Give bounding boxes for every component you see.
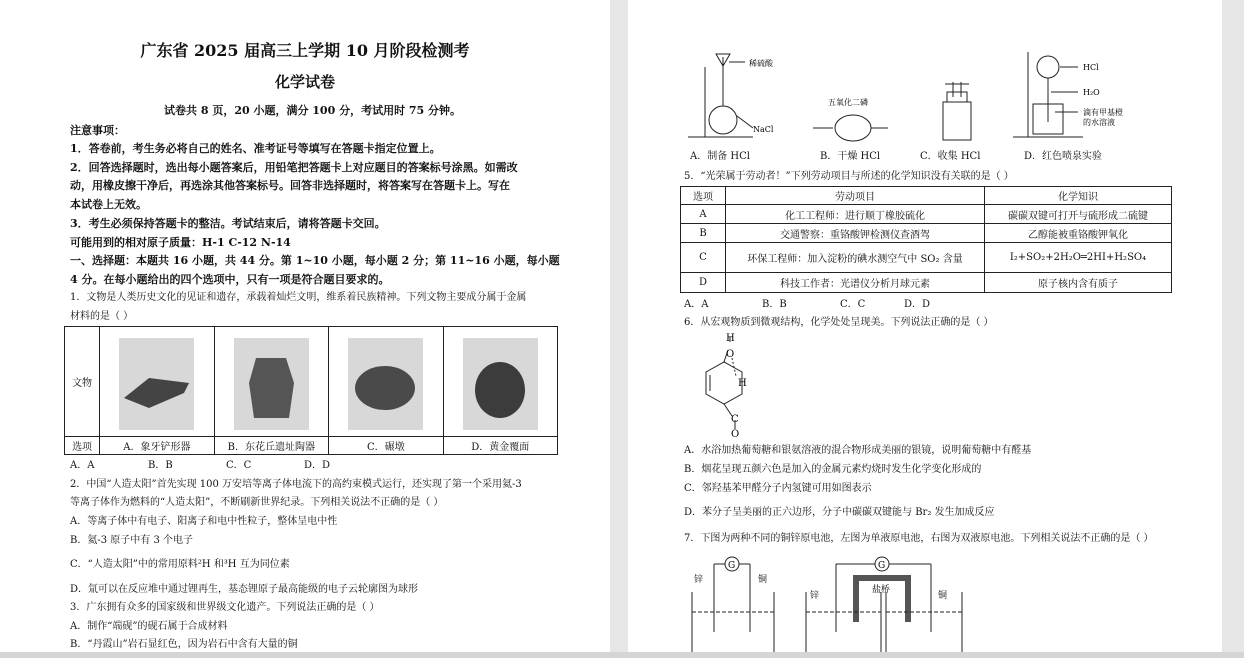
q1-option-d: D．黄金覆面 (443, 437, 558, 455)
q2-stem-b: 等离子体作为燃料的“人造太阳”，不断刷新世界纪录。下列相关说法不正确的是（ ） (70, 497, 444, 508)
exam-page-left (0, 0, 610, 652)
q1-answer-c: C．C (226, 460, 252, 471)
cell1-galvanometer: G (728, 561, 736, 571)
q4-option-d: D．红色喷泉实验 (1024, 151, 1103, 162)
q1-row-label-option: 选项 (65, 437, 100, 455)
q2-stem-a: 2．中国“人造太阳”首先实现 100 万安培等离子体电流下的高约束模式运行，还实现了第一个采用氦-3 (70, 479, 522, 490)
q5-answer-c: C．C (840, 299, 866, 310)
gold-mask-image (463, 338, 538, 430)
q5-answer-b: B．B (762, 299, 787, 310)
q2-option-d: D．氚可以在反应堆中通过锂再生，基态锂原子最高能级的电子云轮廓图为球形 (70, 584, 419, 595)
q6-option-d: D．苯分子呈美丽的正六边形，分子中碳碳双键能与 Br₂ 发生加成反应 (684, 507, 995, 518)
apparatus-label-sulfuric-acid: 稀硫酸 (749, 59, 773, 68)
struct-label-o2: O (731, 429, 740, 440)
q4-option-b: B．干燥 HCl (820, 151, 881, 162)
q5-header-knowledge: 化学知识 (985, 187, 1172, 205)
note-2a: 2．回答选择题时，选出每小题答案后，用铅笔把答题卡上对应题目的答案标号涂黑。如需改 (70, 161, 518, 174)
q5-row-b-knowledge: 乙醇能被重铬酸钾氧化 (985, 224, 1172, 243)
q6-option-c: C．邻羟基苯甲醛分子内氢键可用如图表示 (684, 483, 872, 494)
q5-row-a-labor: 化工工程师：进行顺丁橡胶硫化 (726, 205, 985, 224)
q5-stem: 5．“光荣属于劳动者！”下列劳动项目与所述的化学知识没有关联的是（ ） (684, 171, 1014, 182)
q4-option-c: C．收集 HCl (920, 151, 981, 162)
q5-table (680, 186, 1172, 293)
q5-row-c-knowledge: I₂+SO₂+2H₂O═2HI+H₂SO₄ (985, 243, 1172, 273)
q7-galvanic-cells-diagram (686, 552, 976, 652)
q2-option-c: C．“人造太阳”中的常用原料²H 和³H 互为同位素 (70, 559, 290, 570)
q1-row-label-artifact: 文物 (65, 327, 100, 437)
q5-row-b (681, 224, 1172, 243)
q1-option-c: C．碾墩 (329, 437, 443, 455)
q1-answer-b: B．B (148, 460, 173, 471)
q7-stem: 7．下图为两种不同的铜锌原电池，左图为单液原电池，右图为双液原电池。下列相关说法不正确的是（ ） (684, 533, 1154, 544)
q1-artifact-d (443, 327, 558, 437)
cell1-zinc: 锌 (694, 575, 704, 585)
cell2-salt-bridge: 盐桥 (872, 585, 891, 595)
exam-title: 广东省 2025 届高三上学期 10 月阶段检测考 (140, 41, 470, 60)
cell1-copper: 铜 (758, 575, 768, 585)
cell2-galvanometer: G (878, 561, 886, 571)
q3-stem: 3．广东拥有众多的国家级和世界级文化遗产。下列说法正确的是（ ） (70, 602, 380, 613)
q6-stem: 6．从宏观物质到微观结构，化学处处呈现美。下列说法正确的是（ ） (684, 317, 994, 328)
q1-option-b: B．东花丘遗址陶器 (214, 437, 328, 455)
q1-artifact-c (329, 327, 443, 437)
q6-option-b: B．烟花呈现五颜六色是加入的金属元素灼烧时发生化学变化形成的 (684, 464, 982, 475)
exam-page-right (628, 0, 1222, 652)
q4-option-a: A．制备 HCl (690, 151, 750, 162)
q5-row-a (681, 205, 1172, 224)
section-1b: 4 分。在每小题给出的四个选项中，只有一项是符合题目要求的。 (70, 273, 390, 286)
q1-answer-d: D．D (304, 460, 331, 471)
q5-header-labor: 劳动项目 (726, 187, 985, 205)
cell2-zinc: 锌 (810, 591, 820, 601)
q3-option-a: A．制作“端砚”的砚石属于合成材料 (70, 621, 228, 632)
q1-option-a: A．象牙铲形器 (100, 437, 214, 455)
viewer-status-bar (0, 652, 1244, 658)
struct-label-c: C (731, 414, 739, 425)
note-1: 1．答卷前，考生务必将自己的姓名、准考证号等填写在答题卡指定位置上。 (70, 142, 441, 155)
struct-label-o1: O (726, 349, 735, 360)
cell2-copper: 铜 (938, 591, 948, 601)
q1-stem-a: 1．文物是人类历史文化的见证和遗存，承载着灿烂文明，维系着民族精神。下列文物主要成分属于金属 (70, 292, 527, 303)
q5-row-c-labor: 环保工程师：加入淀粉的碘水测空气中 SO₂ 含量 (726, 243, 985, 273)
q2-option-b: B．氦-3 原子中有 3 个电子 (70, 535, 193, 546)
stone-mill-image (348, 338, 423, 430)
apparatus-label-p2o5: 五氧化二磷 (828, 98, 868, 107)
q5-answer-d: D．D (904, 299, 931, 310)
q5-row-d-option: D (681, 273, 726, 293)
pottery-image (234, 338, 309, 430)
ivory-shovel-image (119, 338, 194, 430)
q5-row-b-labor: 交通警察：重铬酸钾检测仪查酒驾 (726, 224, 985, 243)
struct-label-h1: H (726, 333, 735, 344)
exam-subtitle: 化学试卷 (274, 73, 335, 91)
notes-heading: 注意事项： (70, 124, 125, 137)
q6-option-a: A．水浴加热葡萄糖和银氨溶液的混合物形成美丽的银镜，说明葡萄糖中有醛基 (684, 445, 1032, 456)
apparatus-label-hcl: HCl (1083, 63, 1099, 72)
note-3: 3．考生必须保持答题卡的整洁。考试结束后，请将答题卡交回。 (70, 217, 386, 230)
salicylaldehyde-structure (686, 332, 766, 440)
atomic-mass: 可能用到的相对原子质量：H-1 C-12 N-14 (70, 236, 291, 249)
q5-row-d-knowledge: 原子核内含有质子 (985, 273, 1172, 293)
q5-row-b-option: B (681, 224, 726, 243)
q5-row-c-option: C (681, 243, 726, 273)
q1-artifact-b (214, 327, 328, 437)
section-1a: 一、选择题：本题共 16 小题，共 44 分。第 1~10 小题，每小题 2 分；第 11~16 小题，每小题 (70, 254, 560, 267)
q5-row-c (681, 243, 1172, 273)
q5-row-a-knowledge: 碳碳双键可打开与硫形成二硫键 (985, 205, 1172, 224)
q5-header-option: 选项 (681, 187, 726, 205)
q1-stem-b: 材料的是（ ） (70, 311, 134, 322)
apparatus-label-nacl: NaCl (753, 125, 774, 134)
struct-label-h2: H (738, 378, 747, 389)
q1-answer-a: A．A (70, 460, 95, 471)
q3-option-b: B．“丹霞山”岩石显红色，因为岩石中含有大量的铜 (70, 639, 298, 650)
apparatus-label-water: H₂O (1083, 88, 1100, 97)
q5-answer-a: A．A (684, 299, 709, 310)
q5-row-d-labor: 科技工作者：光谱仪分析月球元素 (726, 273, 985, 293)
q5-row-d (681, 273, 1172, 293)
apparatus-label-methyl-orange: 滴有甲基橙 (1083, 108, 1123, 117)
apparatus-label-solution: 的水溶液 (1083, 118, 1115, 127)
note-2c: 本试卷上无效。 (70, 198, 147, 211)
q5-row-a-option: A (681, 205, 726, 224)
q4-apparatus-diagram (683, 42, 1173, 147)
q1-artifact-a (100, 327, 214, 437)
note-2b: 动，用橡皮擦干净后，再选涂其他答案标号。回答非选择题时，将答案写在答题卡上。写在 (70, 179, 510, 192)
q1-table (64, 326, 558, 455)
q2-option-a: A．等离子体中有电子、阳离子和电中性粒子，整体呈电中性 (70, 516, 338, 527)
exam-info: 试卷共 8 页，20 小题，满分 100 分，考试用时 75 分钟。 (164, 104, 462, 117)
